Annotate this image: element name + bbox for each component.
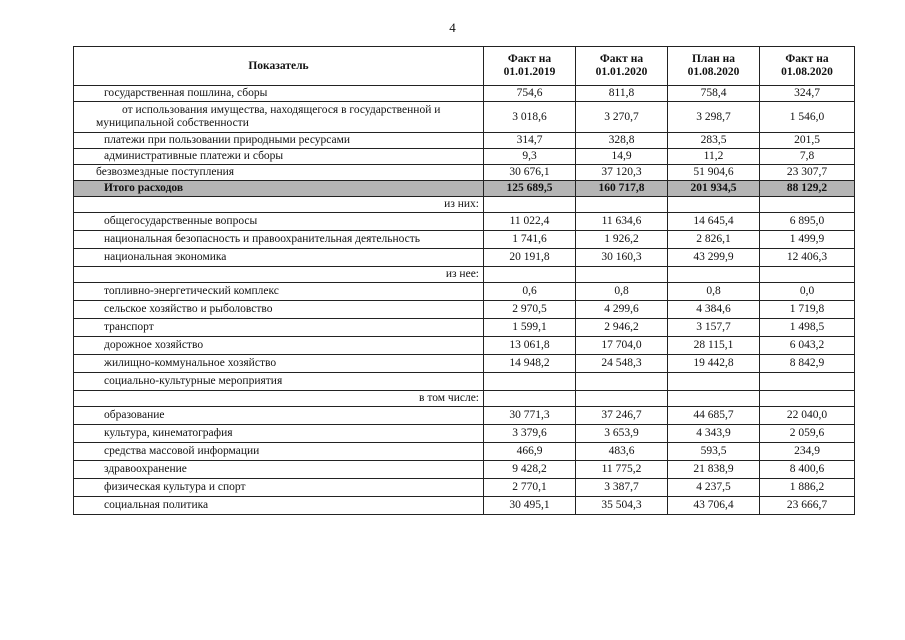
cell-value bbox=[576, 267, 668, 283]
row-label: средства массовой информации bbox=[74, 443, 484, 461]
cell-value bbox=[484, 197, 576, 213]
cell-value: 0,0 bbox=[760, 283, 855, 301]
table-row bbox=[74, 249, 855, 267]
cell-value: 30 160,3 bbox=[576, 249, 668, 267]
cell-value: 8 400,6 bbox=[760, 461, 855, 479]
cell-value: 2 059,6 bbox=[760, 425, 855, 443]
cell-value bbox=[484, 373, 576, 391]
total-expenses-row bbox=[74, 181, 855, 197]
cell-value: 37 246,7 bbox=[576, 407, 668, 425]
cell-value: 9 428,2 bbox=[484, 461, 576, 479]
cell-value: 19 442,8 bbox=[668, 355, 760, 373]
cell-value bbox=[760, 197, 855, 213]
cell-value: 51 904,6 bbox=[668, 165, 760, 181]
cell-value: 35 504,3 bbox=[576, 497, 668, 515]
cell-value: 11 775,2 bbox=[576, 461, 668, 479]
cell-value bbox=[668, 267, 760, 283]
table-row bbox=[74, 355, 855, 373]
page-number: 4 bbox=[449, 20, 456, 35]
cell-value: 328,8 bbox=[576, 133, 668, 149]
cell-value: 160 717,8 bbox=[576, 181, 668, 197]
row-label: топливно-энергетический комплекс bbox=[74, 283, 484, 301]
cell-value: 201,5 bbox=[760, 133, 855, 149]
table-row bbox=[74, 319, 855, 337]
cell-value: 2 946,2 bbox=[576, 319, 668, 337]
cell-value: 3 270,7 bbox=[576, 102, 668, 133]
cell-value: 21 838,9 bbox=[668, 461, 760, 479]
cell-value: 30 771,3 bbox=[484, 407, 576, 425]
cell-value bbox=[760, 267, 855, 283]
row-label: транспорт bbox=[74, 319, 484, 337]
cell-value: 4 299,6 bbox=[576, 301, 668, 319]
cell-value bbox=[668, 197, 760, 213]
cell-value: 11 634,6 bbox=[576, 213, 668, 231]
table-row bbox=[74, 133, 855, 149]
header-indicator: Показатель bbox=[74, 47, 484, 86]
cell-value bbox=[760, 391, 855, 407]
table-row bbox=[74, 337, 855, 355]
cell-value: 0,6 bbox=[484, 283, 576, 301]
cell-value: 1 886,2 bbox=[760, 479, 855, 497]
cell-value: 3 387,7 bbox=[576, 479, 668, 497]
cell-value: 6 895,0 bbox=[760, 213, 855, 231]
cell-value: 12 406,3 bbox=[760, 249, 855, 267]
table-row bbox=[74, 86, 855, 102]
row-label: здравоохранение bbox=[74, 461, 484, 479]
cell-value: 22 040,0 bbox=[760, 407, 855, 425]
cell-value bbox=[576, 391, 668, 407]
cell-value: 3 157,7 bbox=[668, 319, 760, 337]
cell-value: 201 934,5 bbox=[668, 181, 760, 197]
cell-value: 24 548,3 bbox=[576, 355, 668, 373]
header-plan-08-2020: План на 01.08.2020 bbox=[668, 47, 760, 86]
cell-value: 88 129,2 bbox=[760, 181, 855, 197]
cell-value: 14 948,2 bbox=[484, 355, 576, 373]
cell-value: 11,2 bbox=[668, 149, 760, 165]
row-label: сельское хозяйство и рыболовство bbox=[74, 301, 484, 319]
table-row bbox=[74, 497, 855, 515]
cell-value: 23 307,7 bbox=[760, 165, 855, 181]
row-label: от использования имущества, находящегося в государственной и муниципальной собственности bbox=[74, 102, 484, 133]
cell-value: 44 685,7 bbox=[668, 407, 760, 425]
cell-value: 1 498,5 bbox=[760, 319, 855, 337]
row-label: культура, кинематография bbox=[74, 425, 484, 443]
row-label: жилищно-коммунальное хозяйство bbox=[74, 355, 484, 373]
cell-value bbox=[760, 373, 855, 391]
header-fact-2020: Факт на 01.01.2020 bbox=[576, 47, 668, 86]
cell-value: 17 704,0 bbox=[576, 337, 668, 355]
cell-value: 37 120,3 bbox=[576, 165, 668, 181]
cell-value: 7,8 bbox=[760, 149, 855, 165]
cell-value: 283,5 bbox=[668, 133, 760, 149]
table-row bbox=[74, 301, 855, 319]
cell-value: 758,4 bbox=[668, 86, 760, 102]
cell-value: 3 653,9 bbox=[576, 425, 668, 443]
cell-value: 1 719,8 bbox=[760, 301, 855, 319]
cell-value: 1 741,6 bbox=[484, 231, 576, 249]
cell-value: 1 546,0 bbox=[760, 102, 855, 133]
cell-value: 0,8 bbox=[668, 283, 760, 301]
row-label: административные платежи и сборы bbox=[74, 149, 484, 165]
cell-value: 6 043,2 bbox=[760, 337, 855, 355]
row-label: социально-культурные мероприятия bbox=[74, 373, 484, 391]
cell-value bbox=[576, 197, 668, 213]
cell-value: 43 706,4 bbox=[668, 497, 760, 515]
subheading-label: из нее: bbox=[74, 267, 484, 283]
cell-value: 1 499,9 bbox=[760, 231, 855, 249]
cell-value bbox=[668, 391, 760, 407]
row-label: платежи при пользовании природными ресурсами bbox=[74, 133, 484, 149]
cell-value: 28 115,1 bbox=[668, 337, 760, 355]
cell-value: 593,5 bbox=[668, 443, 760, 461]
cell-value: 13 061,8 bbox=[484, 337, 576, 355]
cell-value: 3 379,6 bbox=[484, 425, 576, 443]
row-label: национальная экономика bbox=[74, 249, 484, 267]
table-row bbox=[74, 373, 855, 391]
cell-value: 3 018,6 bbox=[484, 102, 576, 133]
cell-value bbox=[668, 373, 760, 391]
header-fact-2019: Факт на 01.01.2019 bbox=[484, 47, 576, 86]
row-label: физическая культура и спорт bbox=[74, 479, 484, 497]
row-label: государственная пошлина, сборы bbox=[74, 86, 484, 102]
subheading-label: из них: bbox=[74, 197, 484, 213]
table-row bbox=[74, 213, 855, 231]
cell-value: 0,8 bbox=[576, 283, 668, 301]
cell-value: 43 299,9 bbox=[668, 249, 760, 267]
cell-value: 1 599,1 bbox=[484, 319, 576, 337]
header-fact-08-2020: Факт на 01.08.2020 bbox=[760, 47, 855, 86]
table-row bbox=[74, 102, 855, 133]
row-label: образование bbox=[74, 407, 484, 425]
cell-value: 483,6 bbox=[576, 443, 668, 461]
table-header-row bbox=[74, 47, 855, 86]
cell-value: 2 770,1 bbox=[484, 479, 576, 497]
row-label: социальная политика bbox=[74, 497, 484, 515]
cell-value: 9,3 bbox=[484, 149, 576, 165]
subheading-label: в том числе: bbox=[74, 391, 484, 407]
table-row bbox=[74, 425, 855, 443]
cell-value: 314,7 bbox=[484, 133, 576, 149]
cell-value: 2 826,1 bbox=[668, 231, 760, 249]
cell-value bbox=[576, 373, 668, 391]
cell-value: 125 689,5 bbox=[484, 181, 576, 197]
row-label: безвозмездные поступления bbox=[74, 165, 484, 181]
table-row bbox=[74, 149, 855, 165]
cell-value: 2 970,5 bbox=[484, 301, 576, 319]
table-row bbox=[74, 479, 855, 497]
row-label: дорожное хозяйство bbox=[74, 337, 484, 355]
cell-value bbox=[484, 391, 576, 407]
cell-value: 4 343,9 bbox=[668, 425, 760, 443]
cell-value: 234,9 bbox=[760, 443, 855, 461]
table-row bbox=[74, 461, 855, 479]
cell-value: 754,6 bbox=[484, 86, 576, 102]
table-row bbox=[74, 283, 855, 301]
cell-value: 8 842,9 bbox=[760, 355, 855, 373]
table-row bbox=[74, 231, 855, 249]
table-row bbox=[74, 407, 855, 425]
row-label: Итого расходов bbox=[74, 181, 484, 197]
table-row bbox=[74, 391, 855, 407]
cell-value: 4 237,5 bbox=[668, 479, 760, 497]
cell-value: 30 676,1 bbox=[484, 165, 576, 181]
cell-value: 324,7 bbox=[760, 86, 855, 102]
budget-table bbox=[73, 46, 855, 515]
cell-value: 1 926,2 bbox=[576, 231, 668, 249]
row-label: национальная безопасность и правоохранительная деятельность bbox=[74, 231, 484, 249]
cell-value: 466,9 bbox=[484, 443, 576, 461]
cell-value: 23 666,7 bbox=[760, 497, 855, 515]
cell-value bbox=[484, 267, 576, 283]
cell-value: 14 645,4 bbox=[668, 213, 760, 231]
cell-value: 14,9 bbox=[576, 149, 668, 165]
table-row bbox=[74, 197, 855, 213]
cell-value: 11 022,4 bbox=[484, 213, 576, 231]
table-row bbox=[74, 443, 855, 461]
cell-value: 811,8 bbox=[576, 86, 668, 102]
cell-value: 4 384,6 bbox=[668, 301, 760, 319]
cell-value: 20 191,8 bbox=[484, 249, 576, 267]
table-row bbox=[74, 267, 855, 283]
table-row bbox=[74, 165, 855, 181]
row-label: общегосударственные вопросы bbox=[74, 213, 484, 231]
cell-value: 3 298,7 bbox=[668, 102, 760, 133]
cell-value: 30 495,1 bbox=[484, 497, 576, 515]
